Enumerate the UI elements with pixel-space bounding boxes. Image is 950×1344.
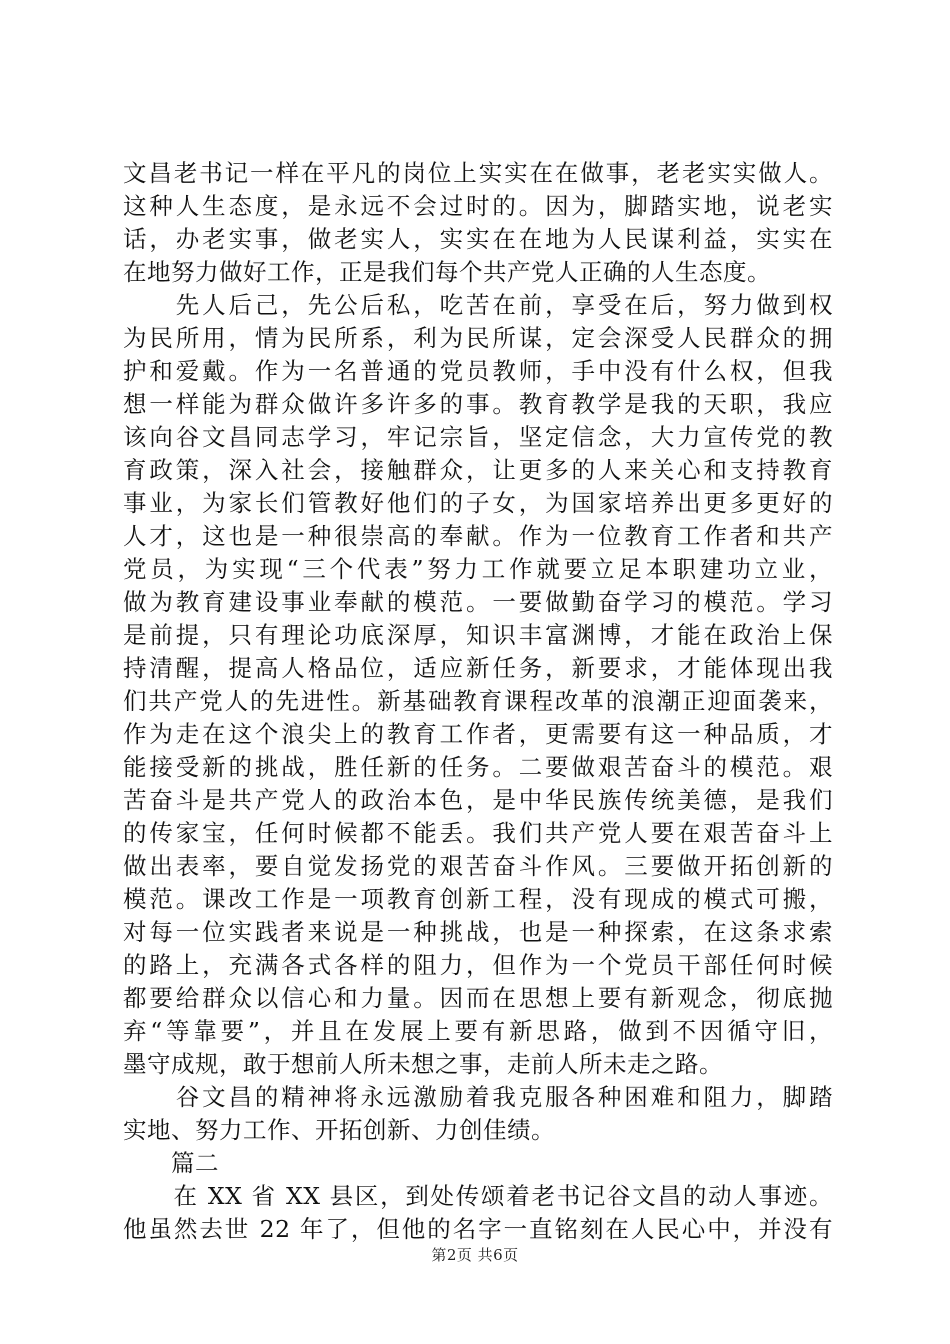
text-line: 想一样能为群众做许多许多的事。教育教学是我的天职，我应 [123, 390, 833, 418]
text-line: 做为教育建设事业奉献的模范。一要做勤奋学习的模范。学习 [123, 588, 833, 616]
text-line: 的传家宝，任何时候都不能丢。我们共产党人要在艰苦奋斗上 [123, 819, 833, 847]
text-line: 是前提，只有理论功底深厚，知识丰富渊博，才能在政治上保 [123, 621, 833, 649]
text-line: 在 XX 省 XX 县区，到处传颂着老书记谷文昌的动人事迹。 [123, 1182, 833, 1210]
text-line: 作为走在这个浪尖上的教育工作者，更需要有这一种品质，才 [123, 720, 833, 748]
text-line: 党员，为实现“三个代表”努力工作就要立足本职建功立业， [123, 555, 833, 583]
text-line: 该向谷文昌同志学习，牢记宗旨，坚定信念，大力宣传党的教 [123, 423, 833, 451]
text-line: 话，办老实事，做老实人，实实在在地为人民谋利益，实实在 [123, 225, 833, 253]
text-line: 先人后己，先公后私，吃苦在前，享受在后，努力做到权 [123, 291, 833, 319]
text-line: 他虽然去世 22 年了，但他的名字一直铭刻在人民心中，并没有 [123, 1215, 833, 1243]
text-line: 育政策，深入社会，接触群众，让更多的人来关心和支持教育 [123, 456, 833, 484]
text-line: 对每一位实践者来说是一种挑战，也是一种探索，在这条求索 [123, 918, 833, 946]
text-line: 能接受新的挑战，胜任新的任务。二要做艰苦奋斗的模范。艰 [123, 753, 833, 781]
text-line: 们共产党人的先进性。新基础教育课程改革的浪潮正迎面袭来， [123, 687, 833, 715]
text-line: 的路上，充满各式各样的阻力，但作为一个党员干部任何时候 [123, 951, 833, 979]
text-line: 弃“等靠要”，并且在发展上要有新思路，做到不因循守旧， [123, 1017, 833, 1045]
text-line: 在地努力做好工作，正是我们每个共产党人正确的人生态度。 [123, 258, 771, 286]
text-line: 事业，为家长们管教好他们的子女，为国家培养出更多更好的 [123, 489, 833, 517]
text-line: 文昌老书记一样在平凡的岗位上实实在在做事，老老实实做人。 [123, 159, 833, 187]
text-line: 为民所用，情为民所系，利为民所谋，定会深受人民群众的拥 [123, 324, 833, 352]
text-line: 持清醒，提高人格品位，适应新任务，新要求，才能体现出我 [123, 654, 833, 682]
text-line: 这种人生态度，是永远不会过时的。因为，脚踏实地，说老实 [123, 192, 833, 220]
text-line: 做出表率，要自觉发扬党的艰苦奋斗作风。三要做开拓创新的 [123, 852, 833, 880]
text-line: 实地、努力工作、开拓创新、力创佳绩。 [123, 1116, 555, 1144]
text-line: 都要给群众以信心和力量。因而在思想上要有新观念，彻底抛 [123, 984, 833, 1012]
document-body [123, 157, 833, 1246]
page-footer: 第2页 共6页 [431, 1246, 519, 1264]
text-line: 人才，这也是一种很崇高的奉献。作为一位教育工作者和共产 [123, 522, 833, 550]
text-line: 谷文昌的精神将永远激励着我克服各种困难和阻力，脚踏 [123, 1083, 833, 1111]
text-line: 苦奋斗是共产党人的政治本色，是中华民族传统美德，是我们 [123, 786, 833, 814]
section-heading: 篇二 [123, 1149, 219, 1177]
text-line: 护和爱戴。作为一名普通的党员教师，手中没有什么权，但我 [123, 357, 833, 385]
text-line: 模范。课改工作是一项教育创新工程，没有现成的模式可搬， [123, 885, 833, 913]
text-line: 墨守成规，敢于想前人所未想之事，走前人所未走之路。 [123, 1050, 723, 1078]
